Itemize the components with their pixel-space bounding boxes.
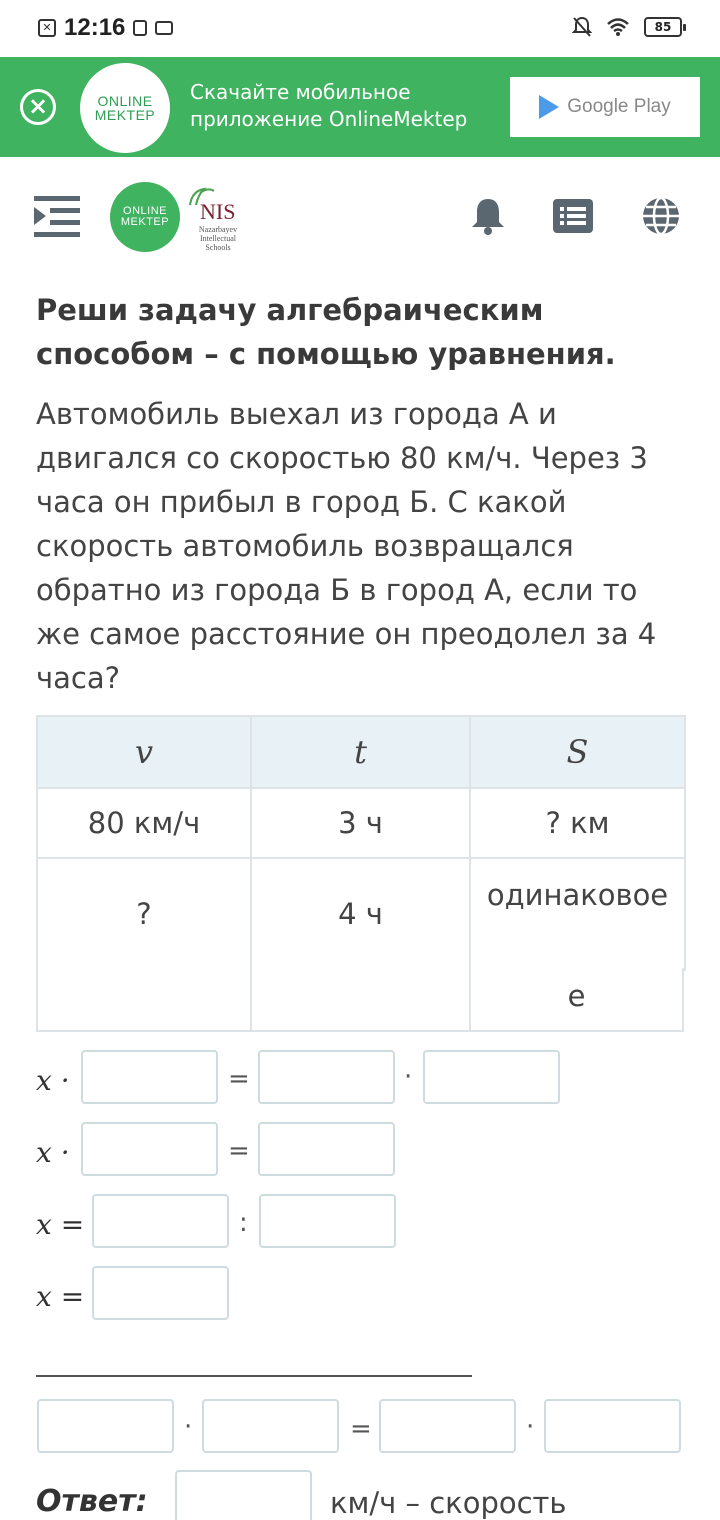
table-row (37, 788, 685, 858)
eq2-lead: x · (36, 1136, 70, 1169)
banner-text-line2: приложение OnlineMektep (190, 107, 468, 131)
eq4-lead: x = (36, 1280, 85, 1313)
check-input-3[interactable] (379, 1399, 516, 1453)
app-header (0, 175, 720, 259)
task-title: Реши задачу алгебраическим способом – с помощью уравнения. (36, 293, 616, 371)
nis-logo (186, 185, 250, 255)
cell-distance-2: одинаковое (470, 858, 685, 970)
eq1-input-2[interactable] (258, 1050, 395, 1104)
status-right (572, 16, 682, 38)
eq3-input-1[interactable] (92, 1194, 229, 1248)
header-s: S (470, 716, 685, 788)
google-play-button[interactable] (510, 77, 700, 137)
header-v: v (37, 716, 251, 788)
banner-logo-text: ONLINE MEKTEP (94, 93, 156, 123)
eq2-input-2[interactable] (258, 1122, 395, 1176)
banner-text-line1: Скачайте мобильное (190, 80, 411, 104)
data-table (36, 715, 686, 971)
cell-time-2: 4 ч (251, 858, 470, 970)
status-bar (0, 0, 720, 56)
eq1-dot: · (404, 1062, 413, 1092)
cell-time-1: 3 ч (251, 788, 470, 858)
status-time: 12:16 (64, 14, 126, 41)
wifi-icon (606, 17, 630, 37)
check-input-4[interactable] (544, 1399, 681, 1453)
nis-title: NIS (200, 199, 236, 224)
cell-speed-1: 80 км/ч (37, 788, 251, 858)
banner-logo (80, 63, 170, 153)
check-input-1[interactable] (37, 1399, 174, 1453)
header-logo-text: ONLINE MEKTEP (120, 205, 170, 228)
table-render-artifact (36, 968, 684, 1032)
cell-speed-2: ? (37, 858, 251, 970)
header-t: t (251, 716, 470, 788)
bell-icon[interactable] (468, 195, 508, 237)
app-download-banner (0, 57, 720, 157)
eq4-input-1[interactable] (92, 1266, 229, 1320)
google-play-icon (539, 95, 559, 119)
list-icon[interactable] (553, 195, 593, 237)
table-header-row (37, 716, 685, 788)
cell-distance-1: ? км (470, 788, 685, 858)
sync-icon (133, 20, 147, 36)
check-dot-1: · (184, 1412, 193, 1442)
eq1-input-1[interactable] (81, 1050, 218, 1104)
check-input-2[interactable] (202, 1399, 339, 1453)
close-banner-button[interactable]: × (20, 89, 56, 125)
artifact-cell: е (567, 979, 586, 1013)
nis-subtitle: Nazarbayev Intellectual Schools (198, 225, 238, 252)
battery-indicator: 85 (644, 17, 682, 37)
task-text: Автомобиль выехал из города А и двигался со скоростью 80 км/ч. Через 3 часа он прибыл в город Б. С какой скорость автомобиль возвращался обратно из города Б в город А, если то же самое расстояние он преодолел за 4 часа? (36, 397, 657, 695)
eq2-input-1[interactable] (81, 1122, 218, 1176)
check-equals: = (350, 1414, 372, 1444)
bell-off-icon (572, 16, 592, 38)
answer-tail: км/ч – скорость (330, 1486, 567, 1520)
header-logo[interactable] (110, 182, 180, 252)
camera-icon (155, 21, 173, 35)
eq1-lead: x · (36, 1064, 70, 1097)
answer-label: Ответ: (36, 1484, 148, 1519)
eq3-lead: x = (36, 1208, 85, 1241)
artifact-cell (38, 968, 252, 1030)
answer-input[interactable] (175, 1470, 312, 1520)
eq3-colon: : (239, 1208, 248, 1238)
divider-line (36, 1375, 472, 1377)
table-row (37, 858, 685, 970)
eq3-input-2[interactable] (259, 1194, 396, 1248)
eq2-equals: = (228, 1136, 250, 1166)
eq1-equals: = (228, 1064, 250, 1094)
eq1-input-3[interactable] (423, 1050, 560, 1104)
artifact-cell (252, 968, 471, 1030)
banner-text (190, 79, 467, 133)
globe-icon[interactable] (641, 195, 681, 237)
notification-icon: ✕ (38, 19, 56, 37)
menu-icon[interactable] (30, 193, 80, 241)
google-play-label: Google Play (567, 96, 671, 117)
status-left (38, 14, 173, 42)
check-dot-2: · (526, 1412, 535, 1442)
